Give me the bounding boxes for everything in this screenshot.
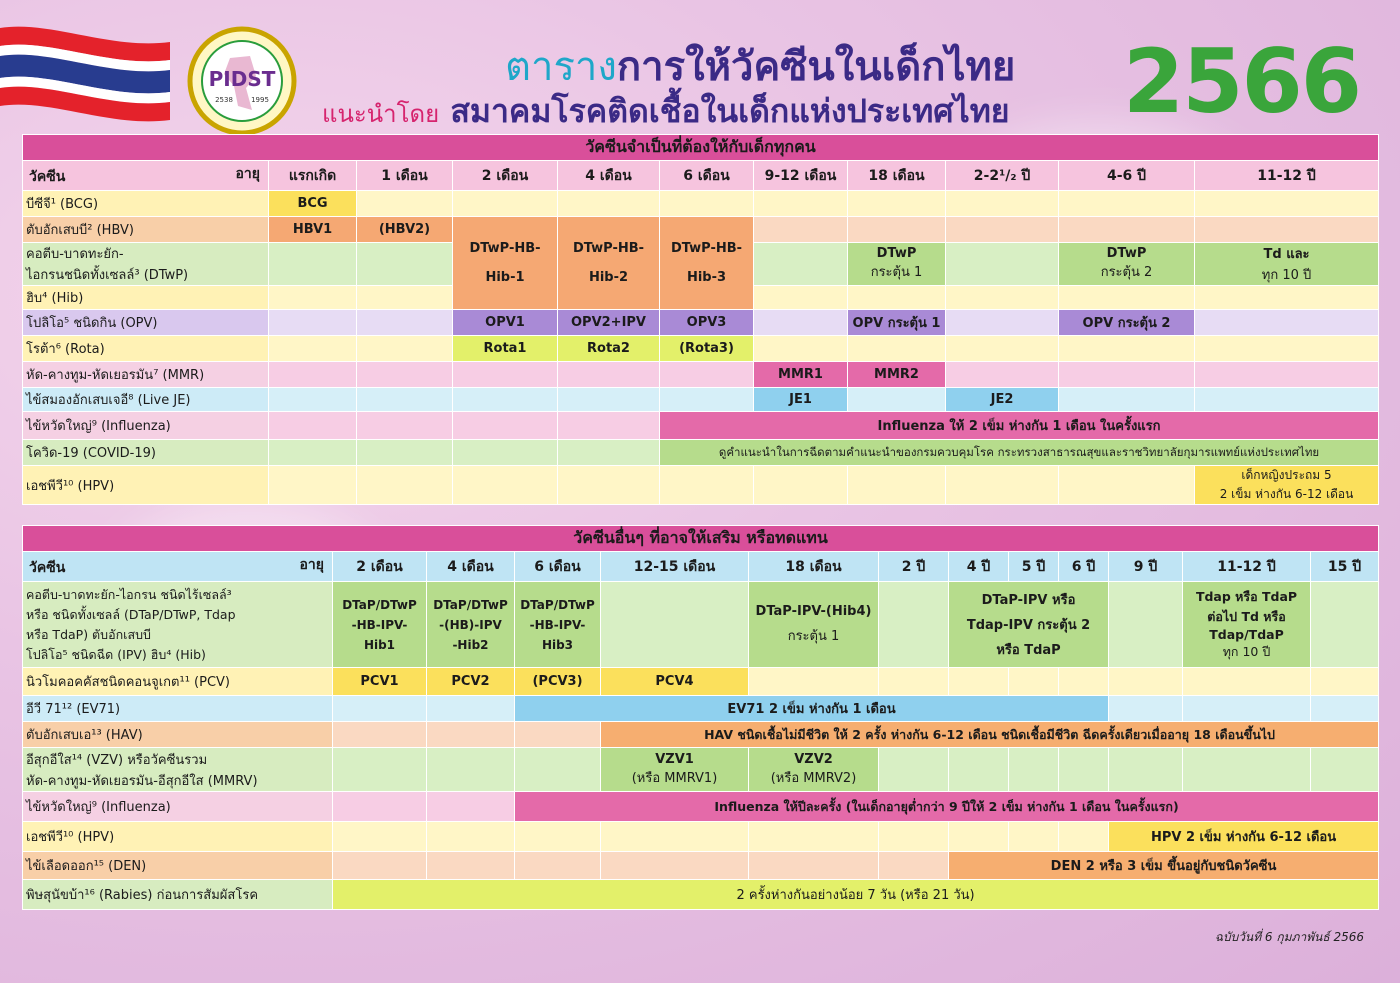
pidst-logo-icon xyxy=(172,26,312,136)
empty-cell xyxy=(357,336,453,362)
row-label-rabies: พิษสุนัขบ้า¹⁶ (Rabies) ก่อนการสัมผัสโรค xyxy=(23,880,333,910)
empty-cell xyxy=(269,336,357,362)
empty-cell xyxy=(1195,388,1379,412)
dose-cell: MMR1 xyxy=(754,362,848,388)
empty-cell xyxy=(946,466,1059,505)
empty-cell xyxy=(848,466,946,505)
empty-cell xyxy=(333,822,427,852)
empty-cell xyxy=(879,668,949,696)
row-label-hib: ฮิบ⁴ (Hib) xyxy=(23,286,269,310)
empty-cell xyxy=(946,336,1059,362)
empty-cell xyxy=(1059,668,1109,696)
empty-cell xyxy=(1009,822,1059,852)
age-header: 5 ปี xyxy=(1009,552,1059,582)
empty-cell xyxy=(357,310,453,336)
empty-cell xyxy=(754,310,848,336)
empty-cell xyxy=(357,388,453,412)
age-header: 4 เดือน xyxy=(558,161,660,191)
empty-cell xyxy=(269,440,357,466)
empty-cell xyxy=(879,822,949,852)
empty-cell xyxy=(1311,748,1379,792)
age-header: 4 ปี xyxy=(949,552,1009,582)
age-header: 1 เดือน xyxy=(357,161,453,191)
empty-cell xyxy=(1009,748,1059,792)
empty-cell xyxy=(1311,668,1379,696)
age-header: 9 ปี xyxy=(1109,552,1183,582)
row-label-covid: โควิด-19 (COVID-19) xyxy=(23,440,269,466)
empty-cell xyxy=(357,243,453,286)
empty-cell xyxy=(879,582,949,668)
empty-cell xyxy=(848,336,946,362)
age-header: 2 เดือน xyxy=(453,161,558,191)
row-label-dtap: คอตีบ-บาดทะยัก-ไอกรน ชนิดไร้เซลล์³ หรือ ชนิดทั้งเซลล์ (DTaP/DTwP, Tdap หรือ TdaP) ตับอักเสบบี โปลิโอ⁵ ชนิดฉีด (IPV) ฮิบ⁴ (Hib) xyxy=(23,582,333,668)
empty-cell xyxy=(1109,668,1183,696)
empty-cell xyxy=(754,336,848,362)
corner-header: อายุ วัคซีน xyxy=(23,552,333,582)
empty-cell xyxy=(1059,336,1195,362)
row-label-rota: โรต้า⁶ (Rota) xyxy=(23,336,269,362)
dose-span-hpv: HPV 2 เข็ม ห่างกัน 6-12 เดือน xyxy=(1109,822,1379,852)
empty-cell xyxy=(754,243,848,286)
empty-cell xyxy=(660,362,754,388)
dose-cell: DTaP-IPV-(Hib4) กระตุ้น 1 xyxy=(749,582,879,668)
section-title: วัคซีนอื่นๆ ที่อาจให้เสริม หรือทดแทน xyxy=(23,526,1379,552)
empty-cell xyxy=(1059,286,1195,310)
empty-cell xyxy=(749,822,879,852)
empty-cell xyxy=(333,722,427,748)
empty-cell xyxy=(1059,388,1195,412)
empty-cell xyxy=(269,466,357,505)
age-header: 18 เดือน xyxy=(749,552,879,582)
dose-cell: DTwP-HB- Hib-2 xyxy=(558,217,660,310)
thai-flag-icon xyxy=(0,20,170,130)
age-header: 12-15 เดือน xyxy=(601,552,749,582)
row-label-den: ไข้เลือดออก¹⁵ (DEN) xyxy=(23,852,333,880)
empty-cell xyxy=(946,243,1059,286)
empty-cell xyxy=(946,286,1059,310)
dose-cell: OPV1 xyxy=(453,310,558,336)
empty-cell xyxy=(269,286,357,310)
dose-cell: DTaP/DTwP -(HB)-IPV -Hib2 xyxy=(427,582,515,668)
empty-cell xyxy=(949,822,1009,852)
row-label-mmr: หัด-คางทูม-หัดเยอรมัน⁷ (MMR) xyxy=(23,362,269,388)
row-label-hbv: ตับอักเสบบี² (HBV) xyxy=(23,217,269,243)
empty-cell xyxy=(333,748,427,792)
empty-cell xyxy=(453,362,558,388)
empty-cell xyxy=(269,388,357,412)
empty-cell xyxy=(1059,362,1195,388)
dose-cell: DTaP/DTwP -HB-IPV- Hib3 xyxy=(515,582,601,668)
empty-cell xyxy=(558,191,660,217)
dose-span-influenza: Influenza ให้ 2 เข็ม ห่างกัน 1 เดือน ในครั้งแรก xyxy=(660,412,1379,440)
age-header: 9-12 เดือน xyxy=(754,161,848,191)
dose-cell: JE1 xyxy=(754,388,848,412)
empty-cell xyxy=(1183,696,1311,722)
empty-cell xyxy=(558,440,660,466)
empty-cell xyxy=(848,388,946,412)
age-header: 6 เดือน xyxy=(660,161,754,191)
dose-cell: DTwP-HB- Hib-1 xyxy=(453,217,558,310)
empty-cell xyxy=(357,191,453,217)
empty-cell xyxy=(558,412,660,440)
empty-cell xyxy=(1311,582,1379,668)
empty-cell xyxy=(1059,748,1109,792)
empty-cell xyxy=(946,191,1059,217)
empty-cell xyxy=(879,852,949,880)
row-label-influenza: ไข้หวัดใหญ่⁹ (Influenza) xyxy=(23,412,269,440)
svg-text:PIDST: PIDST xyxy=(208,67,276,91)
dose-cell: DTwP กระตุ้น 1 xyxy=(848,243,946,286)
empty-cell xyxy=(515,852,601,880)
dose-cell: JE2 xyxy=(946,388,1059,412)
dose-span-covid: ดูคำแนะนำในการฉีดตามคำแนะนำของกรมควบคุมโรค กระทรวงสาธารณสุขและราชวิทยาลัยกุมารแพทย์แห่งประเทศไทย xyxy=(660,440,1379,466)
svg-text:1995: 1995 xyxy=(251,96,269,104)
dose-cell: OPV กระตุ้น 2 xyxy=(1059,310,1195,336)
empty-cell xyxy=(357,286,453,310)
empty-cell xyxy=(1059,191,1195,217)
empty-cell xyxy=(515,822,601,852)
empty-cell xyxy=(269,243,357,286)
empty-cell xyxy=(946,217,1059,243)
age-header: 6 เดือน xyxy=(515,552,601,582)
empty-cell xyxy=(269,362,357,388)
dose-span-den: DEN 2 หรือ 3 เข็ม ขึ้นอยู่กับชนิดวัคซีน xyxy=(949,852,1379,880)
empty-cell xyxy=(601,582,749,668)
empty-cell xyxy=(1195,336,1379,362)
dose-cell: DTwP กระตุ้น 2 xyxy=(1059,243,1195,286)
dose-cell: DTaP/DTwP -HB-IPV- Hib1 xyxy=(333,582,427,668)
row-label-hpv: เอชพีวี¹⁰ (HPV) xyxy=(23,466,269,505)
empty-cell xyxy=(427,696,515,722)
empty-cell xyxy=(946,362,1059,388)
age-header: 11-12 ปี xyxy=(1183,552,1311,582)
empty-cell xyxy=(949,668,1009,696)
empty-cell xyxy=(357,466,453,505)
dose-cell: Td และ ทุก 10 ปี xyxy=(1195,243,1379,286)
empty-cell xyxy=(357,440,453,466)
empty-cell xyxy=(601,852,749,880)
empty-cell xyxy=(333,792,427,822)
page-subtitle: แนะนำโดย สมาคมโรคติดเชื้อในเด็กแห่งประเทศไทย xyxy=(322,92,1010,130)
empty-cell xyxy=(453,388,558,412)
empty-cell xyxy=(333,852,427,880)
empty-cell xyxy=(1311,696,1379,722)
dose-cell: (PCV3) xyxy=(515,668,601,696)
dose-cell: PCV1 xyxy=(333,668,427,696)
empty-cell xyxy=(660,388,754,412)
row-label-bcg: บีซีจี¹ (BCG) xyxy=(23,191,269,217)
dose-cell: DTwP-HB- Hib-3 xyxy=(660,217,754,310)
dose-cell: Rota1 xyxy=(453,336,558,362)
empty-cell xyxy=(949,748,1009,792)
dose-span-ev71: EV71 2 เข็ม ห่างกัน 1 เดือน xyxy=(515,696,1109,722)
age-header: 2 เดือน xyxy=(333,552,427,582)
dose-cell: PCV4 xyxy=(601,668,749,696)
empty-cell xyxy=(269,310,357,336)
year-badge: 2566 xyxy=(1123,30,1360,133)
empty-cell xyxy=(453,466,558,505)
empty-cell xyxy=(1195,362,1379,388)
age-header: 2-2¹/₂ ปี xyxy=(946,161,1059,191)
age-header: แรกเกิด xyxy=(269,161,357,191)
row-label-je: ไข้สมองอักเสบเจอี⁸ (Live JE) xyxy=(23,388,269,412)
dose-cell: Rota2 xyxy=(558,336,660,362)
empty-cell xyxy=(333,696,427,722)
dose-cell: PCV2 xyxy=(427,668,515,696)
age-header: 18 เดือน xyxy=(848,161,946,191)
dose-cell: BCG xyxy=(269,191,357,217)
svg-text:2538: 2538 xyxy=(215,96,233,104)
empty-cell xyxy=(515,722,601,748)
empty-cell xyxy=(754,217,848,243)
empty-cell xyxy=(1195,286,1379,310)
empty-cell xyxy=(1195,310,1379,336)
row-label-opv: โปลิโอ⁵ ชนิดกิน (OPV) xyxy=(23,310,269,336)
dose-cell: DTaP-IPV หรือ Tdap-IPV กระตุ้น 2 หรือ TdaP xyxy=(949,582,1109,668)
row-label-dtwp: คอตีบ-บาดทะยัก- ไอกรนชนิดทั้งเซลล์³ (DTwP) xyxy=(23,243,269,286)
edition-date: ฉบับวันที่ 6 กุมภาพันธ์ 2566 xyxy=(1214,930,1364,944)
section-title: วัคซีนจำเป็นที่ต้องให้กับเด็กทุกคน xyxy=(23,135,1379,161)
dose-span-hav: HAV ชนิดเชื้อไม่มีชีวิต ให้ 2 ครั้ง ห่างกัน 6-12 เดือน ชนิดเชื้อมีชีวิต ฉีดครั้งเดียวเมื่ออายุ 18 เดือนขึ้นไป xyxy=(601,722,1379,748)
empty-cell xyxy=(357,362,453,388)
age-header: 15 ปี xyxy=(1311,552,1379,582)
row-label-ev71: อีวี 71¹² (EV71) xyxy=(23,696,333,722)
empty-cell xyxy=(848,286,946,310)
empty-cell xyxy=(1195,217,1379,243)
empty-cell xyxy=(1109,696,1183,722)
empty-cell xyxy=(660,191,754,217)
empty-cell xyxy=(1009,668,1059,696)
empty-cell xyxy=(1059,217,1195,243)
empty-cell xyxy=(515,748,601,792)
age-header: 6 ปี xyxy=(1059,552,1109,582)
row-label-influenza: ไข้หวัดใหญ่⁹ (Influenza) xyxy=(23,792,333,822)
empty-cell xyxy=(453,412,558,440)
page-title: ตารางการให้วัคซีนในเด็กไทย xyxy=(505,44,1016,90)
dose-cell: VZV1 (หรือ MMRV1) xyxy=(601,748,749,792)
dose-span-influenza: Influenza ให้ปีละครั้ง (ในเด็กอายุต่ำกว่า 9 ปีให้ 2 เข็ม ห่างกัน 1 เดือน ในครั้งแรก) xyxy=(515,792,1379,822)
row-label-vzv: อีสุกอีใส¹⁴ (VZV) หรือวัคซีนรวม หัด-คางทูม-หัดเยอรมัน-อีสุกอีใส (MMRV) xyxy=(23,748,333,792)
empty-cell xyxy=(427,852,515,880)
empty-cell xyxy=(660,466,754,505)
empty-cell xyxy=(946,310,1059,336)
essential-vaccine-table xyxy=(22,134,1379,505)
dose-cell: HBV1 xyxy=(269,217,357,243)
dose-cell: VZV2 (หรือ MMRV2) xyxy=(749,748,879,792)
empty-cell xyxy=(427,748,515,792)
empty-cell xyxy=(754,466,848,505)
empty-cell xyxy=(558,466,660,505)
empty-cell xyxy=(453,440,558,466)
age-header: 11-12 ปี xyxy=(1195,161,1379,191)
empty-cell xyxy=(754,286,848,310)
row-label-hav: ตับอักเสบเอ¹³ (HAV) xyxy=(23,722,333,748)
empty-cell xyxy=(848,217,946,243)
empty-cell xyxy=(558,362,660,388)
empty-cell xyxy=(1183,668,1311,696)
empty-cell xyxy=(357,412,453,440)
empty-cell xyxy=(1059,822,1109,852)
empty-cell xyxy=(601,822,749,852)
empty-cell xyxy=(1109,582,1183,668)
optional-vaccine-table xyxy=(22,525,1379,910)
empty-cell xyxy=(848,191,946,217)
empty-cell xyxy=(427,822,515,852)
empty-cell xyxy=(1059,466,1195,505)
dose-cell: (Rota3) xyxy=(660,336,754,362)
empty-cell xyxy=(1109,748,1183,792)
empty-cell xyxy=(754,191,848,217)
corner-header: อายุ วัคซีน xyxy=(23,161,269,191)
dose-cell: OPV2+IPV xyxy=(558,310,660,336)
age-header: 4-6 ปี xyxy=(1059,161,1195,191)
dose-span-rabies: 2 ครั้งห่างกันอย่างน้อย 7 วัน (หรือ 21 วัน) xyxy=(333,880,1379,910)
empty-cell xyxy=(453,191,558,217)
empty-cell xyxy=(1183,748,1311,792)
empty-cell xyxy=(427,792,515,822)
dose-cell-hpv: เด็กหญิงประถม 5 2 เข็ม ห่างกัน 6-12 เดือน xyxy=(1195,466,1379,505)
empty-cell xyxy=(269,412,357,440)
empty-cell xyxy=(1195,191,1379,217)
row-label-pcv: นิวโมคอคคัสชนิดคอนจูเกต¹¹ (PCV) xyxy=(23,668,333,696)
dose-cell: (HBV2) xyxy=(357,217,453,243)
row-label-hpv: เอชพีวี¹⁰ (HPV) xyxy=(23,822,333,852)
age-header: 2 ปี xyxy=(879,552,949,582)
empty-cell xyxy=(558,388,660,412)
age-header: 4 เดือน xyxy=(427,552,515,582)
empty-cell xyxy=(749,852,879,880)
empty-cell xyxy=(879,748,949,792)
dose-cell: OPV กระตุ้น 1 xyxy=(848,310,946,336)
empty-cell xyxy=(749,668,879,696)
empty-cell xyxy=(427,722,515,748)
dose-cell: Tdap หรือ TdaP ต่อไป Td หรือ Tdap/TdaP ทุก 10 ปี xyxy=(1183,582,1311,668)
dose-cell: MMR2 xyxy=(848,362,946,388)
dose-cell: OPV3 xyxy=(660,310,754,336)
